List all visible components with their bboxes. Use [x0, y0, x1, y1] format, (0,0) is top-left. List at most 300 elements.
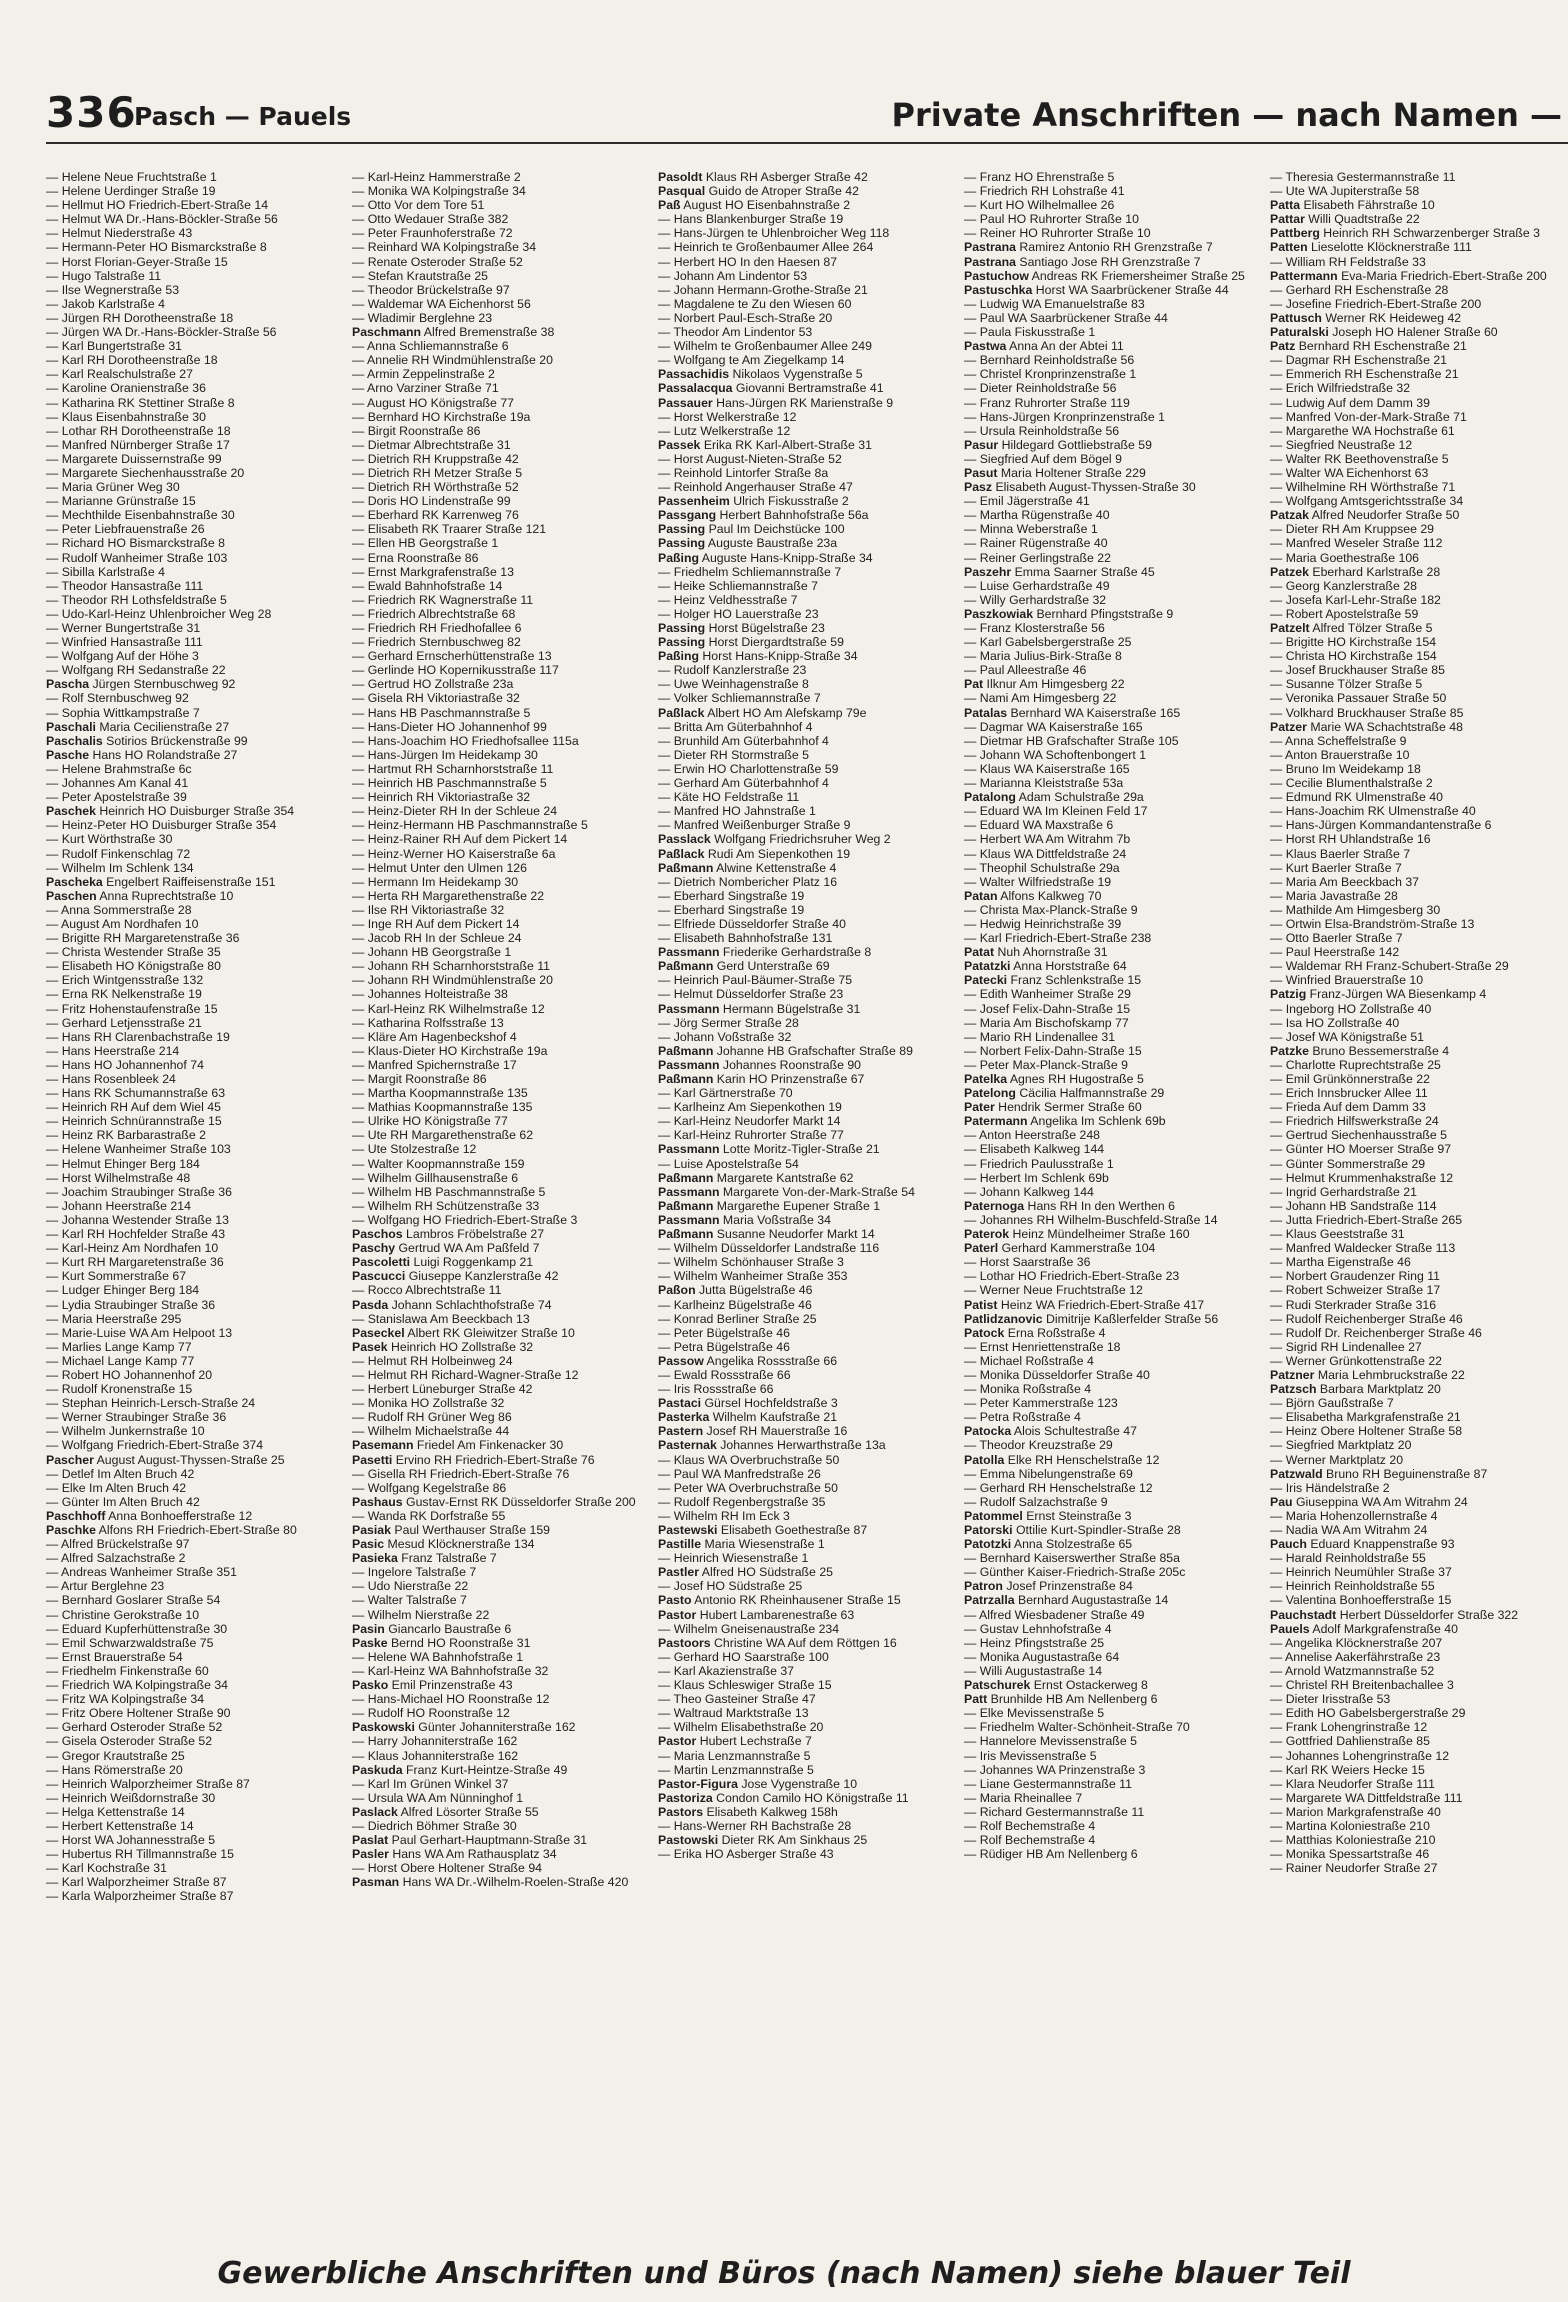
directory-entry: — Dagmar WA Kaiserstraße 165	[964, 719, 1143, 734]
surname: Passmann	[658, 1212, 720, 1227]
directory-entry: — Jutta Friedrich-Ebert-Straße 265	[1270, 1212, 1463, 1227]
directory-entry: — Georg Kanzlerstraße 28	[1270, 578, 1417, 593]
surname: Pasqual	[658, 184, 706, 199]
directory-entry: — Johann RH Scharnhorststraße 11	[352, 959, 550, 974]
directory-entry: — Klaus Johanniterstraße 162	[352, 1748, 519, 1763]
directory-entry: — Bernhard Goslarer Straße 54	[46, 1593, 221, 1608]
directory-entry: — Inge RH Auf dem Pickert 14	[352, 916, 520, 931]
surname: Patatzki	[964, 959, 1011, 974]
surname: Pastille	[658, 1537, 702, 1552]
directory-entry: — Anna Sommerstraße 28	[46, 902, 192, 917]
directory-entry: — Wilhelmine RH Wörthstraße 71	[1270, 480, 1456, 495]
directory-entry: — Andreas Wanheimer Straße 351	[46, 1565, 237, 1580]
directory-entry: — Karl RH Hochfelder Straße 43	[46, 1227, 226, 1242]
directory-entry: — Fritz WA Kolpingstraße 34	[46, 1692, 205, 1707]
directory-entry: — Waltraud Marktstraße 13	[658, 1706, 809, 1721]
directory-entry: Pascheka Engelbert Raiffeisenstraße 151	[46, 874, 276, 889]
directory-entry: Pastwa Anna An der Abtei 11	[964, 339, 1124, 354]
surname: Pattberg	[1270, 226, 1320, 241]
directory-entry: Passmann Lotte Moritz-Tigler-Straße 21	[658, 1142, 880, 1157]
directory-entry: — Christa Max-Planck-Straße 9	[964, 902, 1138, 917]
directory-entry: — Sophia Wittkampstraße 7	[46, 705, 200, 720]
directory-entry: — Rüdiger HB Am Nellenberg 6	[964, 1847, 1138, 1862]
surname: Pastuschka	[964, 282, 1033, 297]
directory-entry: — Hannelore Mevissenstraße 5	[964, 1734, 1137, 1749]
directory-entry: — Ernst Brauerstraße 54	[46, 1649, 183, 1664]
directory-entry: — Wilhelm Gneisenaustraße 234	[658, 1621, 840, 1636]
surname: Pater	[964, 1100, 995, 1115]
directory-entry: Paßmann Margarethe Eupener Straße 1	[658, 1198, 881, 1213]
directory-entry: — Peter Fraunhoferstraße 72	[352, 226, 513, 241]
surname: Pattusch	[1270, 310, 1322, 325]
directory-entry: — Eduard WA Im Kleinen Feld 17	[964, 804, 1148, 819]
directory-entry: — Monika Roßstraße 4	[964, 1382, 1092, 1397]
directory-entry: — Herbert Lüneburger Straße 42	[352, 1382, 533, 1397]
directory-entry: — Stefan Krautstraße 25	[352, 268, 489, 283]
directory-entry: — Josefa Karl-Lehr-Straße 182	[1270, 592, 1441, 607]
directory-entry: Paterok Heinz Mündelheimer Straße 160	[964, 1227, 1190, 1242]
directory-entry: — Josef WA Königstraße 51	[1270, 1029, 1425, 1044]
directory-entry: — Hans-Joachim HO Friedhofsallee 115a	[352, 733, 579, 748]
directory-entry: — Theodor RH Lothsfeldstraße 5	[46, 592, 227, 607]
directory-entry: — Wilhelm RH Im Eck 3	[658, 1508, 790, 1523]
directory-entry: Pasetti Ervino RH Friedrich-Ebert-Straße 76	[352, 1452, 595, 1467]
directory-entry: — Kurt RH Margaretenstraße 36	[46, 1255, 224, 1270]
directory-entry: Passek Erika RK Karl-Albert-Straße 31	[658, 437, 872, 452]
header-divider	[46, 142, 1568, 144]
surname: Pauels	[1270, 1621, 1310, 1636]
directory-entry: — Margarete Duissernstraße 99	[46, 451, 222, 466]
directory-entry: — Ute Stolzestraße 12	[352, 1142, 477, 1157]
directory-column-5	[1270, 170, 1566, 2178]
directory-entry: — Horst August-Nieten-Straße 52	[658, 451, 842, 466]
surname: Paßmann	[658, 959, 714, 974]
directory-entry: Patschurek Ernst Ostackerweg 8	[964, 1678, 1148, 1693]
surname: Pasto	[658, 1593, 692, 1608]
directory-entry: — Heinrich Walporzheimer Straße 87	[46, 1776, 250, 1791]
surname: Patecki	[964, 973, 1008, 988]
directory-entry: — Karl RH Dorotheenstraße 18	[46, 353, 218, 368]
directory-entry: — Ludwig Auf dem Damm 39	[1270, 395, 1430, 410]
directory-entry: — Maria Lenzmannstraße 5	[658, 1748, 811, 1763]
directory-entry: — Rolf Sternbuschweg 92	[46, 691, 189, 706]
surname: Passmann	[658, 1001, 720, 1016]
directory-entry: — Bernhard HO Kirchstraße 19a	[352, 409, 531, 424]
directory-entry: — Hans-Jürgen Im Heidekamp 30	[352, 747, 538, 762]
directory-entry: — Rolf Bechemstraße 4	[964, 1833, 1096, 1848]
directory-entry: — Rudolf Regenbergstraße 35	[658, 1494, 826, 1509]
directory-entry: — Edmund RK Ulmenstraße 40	[1270, 790, 1443, 805]
directory-entry: Patelka Agnes RH Hugostraße 5	[964, 1072, 1144, 1086]
directory-entry: — Reiner HO Ruhrorter Straße 10	[964, 226, 1151, 241]
surname: Paskuda	[352, 1762, 403, 1777]
surname: Passauer	[658, 395, 713, 410]
directory-entry: — Hans Blankenburger Straße 19	[658, 212, 844, 227]
directory-entry: — Friedrich Hilfswerkstraße 24	[1270, 1114, 1439, 1129]
directory-column-2	[352, 170, 648, 2178]
directory-entry: — Jakob Karlstraße 4	[46, 296, 165, 311]
surname: Patelka	[964, 1072, 1008, 1086]
directory-entry: — Liane Gestermannstraße 11	[964, 1776, 1132, 1791]
directory-entry: — Eduard Kupferhüttenstraße 30	[46, 1621, 228, 1636]
directory-entry: — Margarethe WA Hochstraße 61	[1270, 423, 1455, 438]
directory-entry: Patalong Adam Schulstraße 29a	[964, 790, 1144, 805]
directory-entry: — Helene WA Bahnhofstraße 1	[352, 1649, 524, 1664]
directory-entry: — Eduard WA Maxstraße 6	[964, 818, 1114, 833]
directory-entry: — Johannes Holteistraße 38	[352, 987, 508, 1002]
directory-entry: — Ingelore Talstraße 7	[352, 1565, 477, 1580]
directory-entry: Pastor Hubert Lambarenestraße 63	[658, 1607, 855, 1622]
directory-entry: — Richard HO Bismarckstraße 8	[46, 536, 226, 551]
section-title: Private Anschriften — nach Namen —	[891, 96, 1562, 134]
directory-entry: Patz Bernhard RH Eschenstraße 21	[1270, 339, 1467, 354]
directory-entry: — Paul Alleestraße 46	[964, 663, 1087, 678]
directory-entry: — Birgit Roonstraße 86	[352, 423, 481, 438]
directory-entry: Pasto Antonio RK Rheinhausener Straße 15	[658, 1593, 901, 1608]
directory-entry: — Horst WA Johannesstraße 5	[46, 1833, 216, 1848]
directory-entry: Patock Erna Roßstraße 4	[964, 1325, 1106, 1340]
directory-entry: — Maria Heerstraße 295	[46, 1311, 182, 1326]
directory-entry: — Heinz-Rainer RH Auf dem Pickert 14	[352, 832, 568, 847]
surname: Paszkowiak	[964, 606, 1034, 621]
directory-entry: Paßmann Karin HO Prinzenstraße 67	[658, 1072, 865, 1086]
directory-entry: — Karl-Heinz RK Wilhelmstraße 12	[352, 1001, 545, 1016]
directory-entry: — Friedhelm Walter-Schönheit-Straße 70	[964, 1720, 1190, 1735]
surname: Patrzalla	[964, 1593, 1015, 1608]
directory-entry: — Helmut RH Richard-Wagner-Straße 12	[352, 1367, 579, 1382]
surname: Pasemann	[352, 1438, 414, 1453]
surname: Pastoors	[658, 1635, 711, 1650]
directory-entry: — Erich Innsbrucker Allee 11	[1270, 1086, 1428, 1101]
directory-entry: — Detlef Im Alten Bruch 42	[46, 1466, 195, 1481]
directory-entry: Pasoldt Klaus RH Asberger Straße 42	[658, 170, 868, 184]
directory-entry: Patolla Elke RH Henschelstraße 12	[964, 1452, 1160, 1467]
directory-entry: — Hermann Im Heidekamp 30	[352, 874, 519, 889]
directory-entry: — Wolfgang te Am Ziegelkamp 14	[658, 353, 845, 368]
directory-entry: — Johann Am Lindentor 53	[658, 268, 808, 283]
directory-entry: Paschen Anna Ruprechtstraße 10	[46, 888, 234, 903]
directory-entry: — Friedhelm Schliemannstraße 7	[658, 564, 842, 579]
surname: Paschmann	[352, 325, 422, 340]
directory-entry: — Kläre Am Hagenbeckshof 4	[352, 1029, 517, 1044]
surname: Paßlack	[658, 705, 705, 720]
directory-entry: — Ute RH Margarethenstraße 62	[352, 1128, 534, 1143]
directory-entry: Pasiak Paul Werthauser Straße 159	[352, 1523, 551, 1537]
directory-entry: — Maria Julius-Birk-Straße 8	[964, 649, 1122, 664]
directory-entry: Passow Angelika Rossstraße 66	[658, 1353, 838, 1368]
directory-entry: — Alfred Brückelstraße 97	[46, 1537, 190, 1552]
surname: Passalacqua	[658, 381, 733, 396]
directory-entry: — Arnold Watzmannstraße 52	[1270, 1663, 1435, 1678]
directory-entry: — Helmut Düsseldorfer Straße 23	[658, 987, 844, 1002]
directory-entry: — Karl Im Grünen Winkel 37	[352, 1776, 509, 1791]
directory-entry: — Hans-Jürgen Kronprinzenstraße 1	[964, 409, 1165, 424]
directory-entry: — Annelie RH Windmühlenstraße 20	[352, 353, 553, 368]
surname: Patzwald	[1270, 1466, 1323, 1481]
directory-entry: — Josefine Friedrich-Ebert-Straße 200	[1270, 296, 1482, 311]
surname: Paslack	[352, 1804, 398, 1819]
directory-entry: — Heinz Veldhesstraße 7	[658, 592, 798, 607]
directory-entry: — Karl-Heinz Ruhrorter Straße 77	[658, 1128, 844, 1143]
directory-entry: — Karl Friedrich-Ebert-Straße 238	[964, 931, 1152, 946]
directory-entry: — Herbert WA Am Witrahm 7b	[964, 832, 1131, 847]
directory-entry: — Gisella RH Friedrich-Ebert-Straße 76	[352, 1466, 570, 1481]
directory-entry: Patist Heinz WA Friedrich-Ebert-Straße 417	[964, 1297, 1205, 1312]
directory-entry: Paske Bernd HO Roonstraße 31	[352, 1635, 531, 1650]
directory-entry: — Harald Reinholdstraße 55	[1270, 1551, 1426, 1566]
directory-entry: — Horst Wilhelmstraße 48	[46, 1170, 191, 1185]
directory-entry: — William RH Feldstraße 33	[1270, 254, 1426, 269]
directory-entry: — Karl Akazienstraße 37	[658, 1663, 795, 1678]
directory-entry: — Heinrich Weißdornstraße 30	[46, 1790, 216, 1805]
surname: Pasetti	[352, 1452, 393, 1467]
directory-entry: — Waldemar RH Franz-Schubert-Straße 29	[1270, 959, 1509, 974]
directory-entry: — Heinz Obere Holtener Straße 58	[1270, 1424, 1463, 1439]
directory-entry: Passing Horst Bügelstraße 23	[658, 621, 825, 635]
directory-entry: — Stanislawa Am Beeckbach 13	[352, 1311, 530, 1326]
directory-entry: Paternoga Hans RH In den Werthen 6	[964, 1198, 1175, 1213]
directory-entry: — Matthias Koloniestraße 210	[1270, 1833, 1436, 1848]
directory-entry: — Theodor Am Lindentor 53	[658, 325, 813, 340]
directory-entry: Pascher August August-Thyssen-Straße 25	[46, 1452, 285, 1467]
directory-entry: Patzer Marie WA Schachtstraße 48	[1270, 719, 1463, 734]
directory-entry: Paßmann Alwine Kettenstraße 4	[658, 860, 837, 875]
directory-entry: — Franz Ruhrorter Straße 119	[964, 395, 1130, 410]
directory-entry: — Peter WA Overbruchstraße 50	[658, 1480, 838, 1495]
directory-entry: — Emmerich RH Eschenstraße 21	[1270, 367, 1459, 382]
directory-entry: — Ewald Rossstraße 66	[658, 1367, 791, 1382]
surname: Paskowski	[352, 1720, 415, 1735]
surname: Pattermann	[1270, 268, 1338, 283]
directory-entry: — Hans-Jürgen te Uhlenbroicher Weg 118	[658, 226, 890, 241]
directory-entry: — Emil Schwarzwaldstraße 75	[46, 1635, 214, 1650]
directory-entry: Pattar Willi Quadtstraße 22	[1270, 212, 1420, 227]
directory-entry: — Erwin HO Charlottenstraße 59	[658, 761, 839, 776]
directory-entry: — Heinrich Paul-Bäumer-Straße 75	[658, 973, 853, 988]
directory-entry: — Dieter RH Stormstraße 5	[658, 747, 810, 762]
directory-entry: Pastille Maria Wiesenstraße 1	[658, 1537, 825, 1552]
directory-entry: Paszkowiak Bernhard Pfingststraße 9	[964, 606, 1174, 621]
directory-entry: — Ursula Reinholdstraße 56	[964, 423, 1120, 438]
surname: Pastowski	[658, 1833, 719, 1848]
surname: Pastuchow	[964, 268, 1029, 283]
directory-entry: — Ulrike HO Königstraße 77	[352, 1114, 508, 1129]
directory-entry: — Christel Kronprinzenstraße 1	[964, 367, 1137, 382]
directory-entry: Patzwald Bruno RH Beguinenstraße 87	[1270, 1466, 1488, 1481]
directory-entry: — Walter Koopmannstraße 159	[352, 1156, 525, 1171]
directory-entry: — Erna RK Nelkenstraße 19	[46, 987, 202, 1002]
page-header	[0, 0, 1568, 140]
surname: Pasut	[964, 465, 998, 480]
directory-entry: — Helmut Niederstraße 43	[46, 226, 193, 241]
directory-entry: Pascucci Giuseppe Kanzlerstraße 42	[352, 1269, 559, 1284]
directory-entry: — Kurt Baerler Straße 7	[1270, 860, 1402, 875]
directory-entry: — Wilhelm Nierstraße 22	[352, 1607, 490, 1622]
directory-entry: — Rudi Sterkrader Straße 316	[1270, 1297, 1437, 1312]
directory-entry: — Klaus Eisenbahnstraße 30	[46, 409, 206, 424]
directory-entry: Patta Elisabeth Fährstraße 10	[1270, 198, 1435, 213]
directory-entry: — Petra Roßstraße 4	[964, 1410, 1081, 1425]
directory-entry: Pasler Hans WA Am Rathausplatz 34	[352, 1847, 557, 1862]
directory-entry: — Elke Mevissenstraße 5	[964, 1706, 1105, 1721]
directory-entry: — Walter Wilfriedstraße 19	[964, 874, 1112, 889]
directory-entry: — Hans HB Paschmannstraße 5	[352, 705, 531, 720]
surname: Patalas	[964, 705, 1008, 720]
directory-entry: — Johann HB Georgstraße 1	[352, 945, 512, 960]
directory-entry: — Luise Apostelstraße 54	[658, 1156, 799, 1171]
directory-entry: Patecki Franz Schlenkstraße 15	[964, 973, 1142, 988]
directory-entry: Pastor-Figura Jose Vygenstraße 10	[658, 1776, 858, 1791]
surname: Paschen	[46, 888, 97, 903]
directory-entry: Paseckel Albert RK Gleiwitzer Straße 10	[352, 1325, 575, 1340]
directory-entry: — Wolfgang Kegelstraße 86	[352, 1480, 507, 1495]
directory-entry: — Martha Eigenstraße 46	[1270, 1255, 1411, 1270]
directory-entry: — Konrad Berliner Straße 25	[658, 1311, 817, 1326]
directory-entry: — Karl-Heinz Neudorfer Markt 14	[658, 1114, 841, 1129]
directory-entry: Pasic Mesud Klöcknerstraße 134	[352, 1537, 535, 1552]
directory-entry: — Alfred Wiesbadener Straße 49	[964, 1607, 1145, 1622]
directory-entry: — Friedrich RH Friedhofallee 6	[352, 621, 522, 635]
directory-entry: — Theresia Gestermannstraße 11	[1270, 170, 1456, 184]
directory-entry: — Peter Liebfrauenstraße 26	[46, 522, 205, 537]
directory-entry: — Christel RH Breitenbachallee 3	[1270, 1678, 1454, 1693]
surname: Pasz	[964, 480, 993, 495]
directory-entry: — Isa HO Zollstraße 40	[1270, 1015, 1400, 1030]
directory-entry: Passmann Maria Voßstraße 34	[658, 1212, 831, 1227]
directory-entry: — Friedrich RH Lohstraße 41	[964, 184, 1125, 199]
directory-entry: Pastaci Gürsel Hochfeldstraße 3	[658, 1396, 838, 1411]
directory-entry: — Theophil Schulstraße 29a	[964, 860, 1120, 875]
directory-entry: — Monika WA Kolpingstraße 34	[352, 184, 526, 199]
directory-entry: — Ortwin Elsa-Brandström-Straße 13	[1270, 916, 1475, 931]
surname: Pasic	[352, 1537, 385, 1552]
directory-entry: Patzek Eberhard Karlstraße 28	[1270, 564, 1441, 579]
directory-entry: — Peter Kammerstraße 123	[964, 1396, 1118, 1411]
directory-entry: Pat Ilknur Am Himgesberg 22	[964, 677, 1125, 692]
directory-entry: — Theo Gasteiner Straße 47	[658, 1692, 816, 1707]
directory-entry: — Monika HO Zollstraße 32	[352, 1396, 505, 1411]
directory-entry: — Edith HO Gabelsbergerstraße 29	[1270, 1706, 1466, 1721]
directory-entry: — Iris Mevissenstraße 5	[964, 1748, 1097, 1763]
directory-entry: Paslat Paul Gerhart-Hauptmann-Straße 31	[352, 1833, 588, 1848]
directory-entry: — Wilhelm Schönhauser Straße 3	[658, 1255, 844, 1270]
directory-entry: — Kurt Sommerstraße 67	[46, 1269, 187, 1284]
directory-entry: — Heike Schliemannstraße 7	[658, 578, 818, 593]
directory-entry: — Brigitte HO Kirchstraße 154	[1270, 635, 1437, 650]
surname: Pasterka	[658, 1410, 710, 1425]
directory-entry: — Johannes RH Wilhelm-Buschfeld-Straße 14	[964, 1212, 1218, 1227]
directory-entry: — Karl-Heinz Hammerstraße 2	[352, 170, 521, 184]
directory-entry: — Gerhard RH Eschenstraße 28	[1270, 282, 1449, 297]
directory-entry: Paschhoff Anna Bonhoefferstraße 12	[46, 1508, 253, 1523]
directory-entry: — Friedrich Sternbuschweg 82	[352, 635, 521, 650]
directory-entry: Pauchstadt Herbert Düsseldorfer Straße 322	[1270, 1607, 1519, 1622]
directory-entry: — Klaus-Dieter HO Kirchstraße 19a	[352, 1043, 548, 1058]
directory-entry: Patten Lieselotte Klöcknerstraße 111	[1270, 240, 1472, 255]
directory-entry: Pasemann Friedel Am Finkenacker 30	[352, 1438, 564, 1453]
directory-entry: — Karl Gärtnerstraße 70	[658, 1086, 793, 1101]
directory-entry: — Karl-Heinz WA Bahnhofstraße 32	[352, 1663, 549, 1678]
directory-entry: — Theodor Hansastraße 111	[46, 578, 204, 593]
directory-entry: — Jörg Sermer Straße 28	[658, 1015, 799, 1030]
directory-entry: — Winfried Brauerstraße 10	[1270, 973, 1424, 988]
directory-entry: Pastrana Santiago Jose RH Grenzstraße 7	[964, 254, 1201, 269]
surname: Paßon	[658, 1283, 696, 1298]
directory-entry: — Valentina Bonhoefferstraße 15	[1270, 1593, 1452, 1608]
directory-entry: — Johannes Lohengrinstraße 12	[1270, 1748, 1450, 1763]
directory-entry: — Brunhild Am Güterbahnhof 4	[658, 733, 829, 748]
directory-entry: Paßing Horst Hans-Knipp-Straße 34	[658, 649, 858, 664]
directory-entry: Patt Brunhilde HB Am Nellenberg 6	[964, 1692, 1158, 1707]
surname: Paske	[352, 1635, 388, 1650]
directory-entry: — Herbert Im Schlenk 69b	[964, 1170, 1109, 1185]
directory-entry: — Hans-Jürgen Kommandantenstraße 6	[1270, 818, 1492, 833]
surname: Pastewski	[658, 1523, 718, 1537]
directory-column-3	[658, 170, 954, 2178]
directory-entry: — Karl Gabelsbergerstraße 25	[964, 635, 1132, 650]
directory-entry: Paszehr Emma Saarner Straße 45	[964, 564, 1155, 579]
directory-entry: — Iris Rossstraße 66	[658, 1382, 774, 1397]
directory-entry: — Mathilde Am Himgesberg 30	[1270, 902, 1441, 917]
surname: Paßmann	[658, 1198, 714, 1213]
surname: Patorski	[964, 1523, 1013, 1537]
directory-entry: — Manfred Waldecker Straße 113	[1270, 1241, 1456, 1256]
directory-entry: — Luise Gerhardstraße 49	[964, 578, 1110, 593]
surname: Paßmann	[658, 1072, 714, 1086]
directory-entry: — Reinhold Lintorfer Straße 8a	[658, 465, 829, 480]
directory-entry: — Joachim Straubinger Straße 36	[46, 1184, 232, 1199]
directory-entry: — Hans HO Johannenhof 74	[46, 1057, 204, 1072]
directory-entry: Paslack Alfred Lösorter Straße 55	[352, 1804, 539, 1819]
surname: Pasda	[352, 1297, 389, 1312]
directory-entry: Passgang Herbert Bahnhofstraße 56a	[658, 508, 869, 523]
directory-entry: — Hans-Joachim RK Ulmenstraße 40	[1270, 804, 1476, 819]
directory-entry: Paturalski Joseph HO Halener Straße 60	[1270, 325, 1498, 340]
directory-entry: — Karl-Heinz Am Nordhafen 10	[46, 1241, 219, 1256]
directory-entry: — Eberhard Singstraße 19	[658, 902, 805, 917]
surname: Paßmann	[658, 860, 714, 875]
surname: Pastaci	[658, 1396, 702, 1411]
directory-entry: — Josef HO Südstraße 25	[658, 1579, 803, 1594]
directory-entry: — Johann WA Schoftenbongert 1	[964, 747, 1147, 762]
directory-entry: — Wilhelm te Großenbaumer Allee 249	[658, 339, 872, 354]
directory-entry: — Käte HO Feldstraße 11	[658, 790, 800, 805]
surname: Paßmann	[658, 1170, 714, 1185]
directory-entry: — Walter WA Eichenhorst 63	[1270, 465, 1429, 480]
surname: Pasche	[46, 747, 90, 762]
directory-entry: — Norbert Felix-Dahn-Straße 15	[964, 1043, 1142, 1058]
directory-entry: — Dietmar HB Grafschafter Straße 105	[964, 733, 1179, 748]
directory-entry: Patorski Ottilie Kurt-Spindler-Straße 28	[964, 1523, 1181, 1537]
directory-entry: — Ewald Bahnhofstraße 14	[352, 578, 503, 593]
directory-entry: Pastoriza Condon Camilo HO Königstraße 11	[658, 1790, 909, 1805]
surname: Passing	[658, 522, 706, 537]
surname: Patzsch	[1270, 1382, 1317, 1397]
directory-entry: — Lutz Welkerstraße 12	[658, 423, 791, 438]
surname: Patzke	[1270, 1043, 1309, 1058]
directory-entry: — Elisabeth Bahnhofstraße 131	[658, 931, 833, 946]
directory-entry: Passlack Wolfgang Friedrichsruher Weg 2	[658, 832, 891, 847]
directory-entry: — Armin Zeppelinstraße 2	[352, 367, 495, 382]
directory-entry: — Karlheinz Bügelstraße 46	[658, 1297, 812, 1312]
surname: Patock	[964, 1325, 1005, 1340]
directory-entry: — Theodor Brückelstraße 97	[352, 282, 510, 297]
directory-entry: — Diedrich Böhmer Straße 30	[352, 1818, 517, 1833]
directory-entry: Pascha Jürgen Sternbuschweg 92	[46, 677, 236, 692]
directory-entry: Patommel Ernst Steinstraße 3	[964, 1508, 1132, 1523]
surname: Patat	[964, 945, 995, 960]
surname: Pascoletti	[352, 1255, 411, 1270]
